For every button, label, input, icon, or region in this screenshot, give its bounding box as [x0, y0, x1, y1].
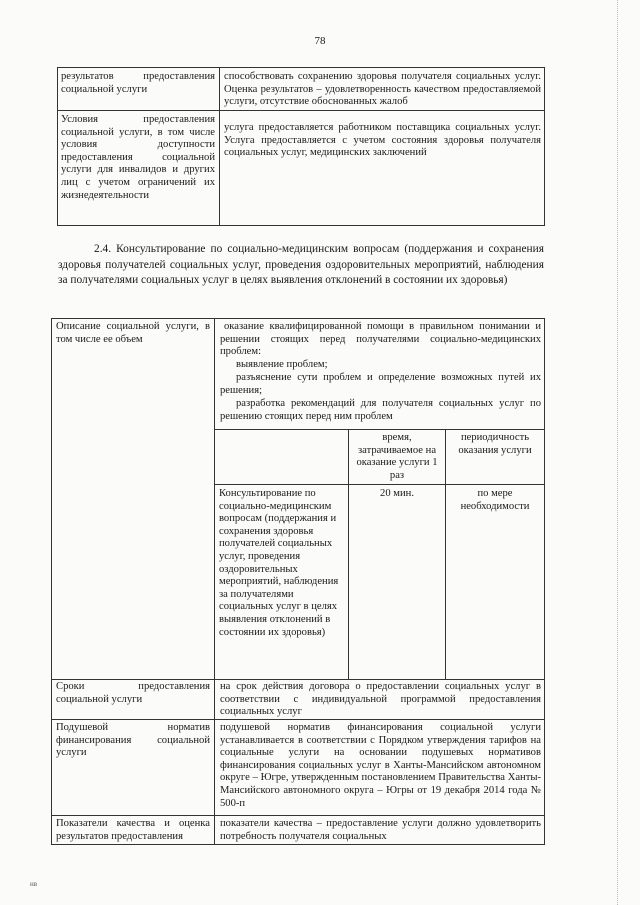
subtable-divider-1 — [348, 429, 349, 679]
table-continued-divider — [219, 67, 220, 226]
scan-edge — [617, 0, 618, 905]
header-periodicity: периодичность оказания услуги — [458, 432, 532, 456]
page-number: 78 — [314, 35, 326, 47]
description-row-separator — [51, 679, 545, 680]
terms-label: Сроки предоставления социальной услуги — [56, 681, 210, 705]
norm-label: Подушевой норматив финансирования социальной услуги — [56, 722, 210, 759]
norm-value: подушевой норматив финансирования социальной услуги устанавливается в соответствии с Порядком утверждения тарифов на социальные услуги на основании подушевых нормативов финансирования социальных услуг в Ханты-Мансийском автономном округе – Югре, утвержденным постановлением Правительства Ханты-Мансийского автономного округа – Югры от 19 декабря 2014 года № 500-п — [220, 722, 541, 809]
results-value: способствовать сохранению здоровья получателя социальных услуг. Оценка результатов – удовлетворенность качеством предоставляемой услуги, отсутствие обоснованных жалоб — [224, 71, 541, 108]
subtable-top-line — [214, 429, 545, 430]
section-heading: 2.4. Консультирование по социально-медицинским вопросам (поддержания и сохранения здоровья получателей социальных услуг, проведения оздоровительных мероприятий, наблюдения за получателями социальных услуг в целях выявления отклонений в состоянии их здоровья) — [58, 243, 544, 286]
terms-value: на срок действия договора о предоставлении социальных услуг в соответствии с индивидуальной программой предоставления социальных услуг — [220, 681, 541, 718]
description-item-2: разъяснение сути проблем и определение возможных путей их решения; — [220, 372, 541, 396]
description-item-3: разработка рекомендаций для получателя социальных услуг по решению стоящих перед ним проблем — [220, 398, 541, 422]
description-intro: оказание квалифицированной помощи в правильном понимании и решении стоящих перед получателями социально-медицинских проблем: — [220, 321, 541, 358]
conditions-value: услуга предоставляется работником поставщика социальных услуг. Услуга предоставляется с учетом состояния здоровья получателя социальных услуг, медицинских заключений — [224, 122, 541, 159]
quality-label: Показатели качества и оценка результатов предоставления — [56, 818, 210, 842]
results-label: результатов предоставления социальной услуги — [61, 71, 215, 95]
corner-mark: нв — [30, 880, 38, 888]
table-continued-row-separator — [57, 110, 545, 111]
description-label: Описание социальной услуги, в том числе ее объем — [56, 321, 210, 345]
time-value: 20 мин. — [380, 488, 414, 499]
norm-row-separator — [51, 815, 545, 816]
header-time: время, затрачиваемое на оказание услуги 1 раз — [356, 432, 438, 481]
subtable-header-line — [214, 484, 545, 485]
service-name: Консультирование по социально-медицинским вопросам (поддержания и сохранения здоровья получателей социальных услуг, проведения оздоровительных мероприятий, наблюдения за получателями социальных услуг в целях выявления отклонений в состоянии их здоровья) — [219, 488, 339, 638]
service-table-divider — [214, 318, 215, 845]
subtable-divider-2 — [445, 429, 446, 679]
description-item-1: выявление проблем; — [236, 359, 328, 370]
periodicity-value: по мере необходимости — [460, 488, 530, 512]
terms-row-separator — [51, 719, 545, 720]
conditions-label: Условия предоставления социальной услуги, в том числе условия доступности предоставления социальной услуги для инвалидов и других лиц с учетом ограничений их жизнедеятельности — [61, 114, 215, 201]
quality-value: показатели качества – предоставление услуги должно удовлетворить потребность получателя социальных — [220, 818, 541, 842]
